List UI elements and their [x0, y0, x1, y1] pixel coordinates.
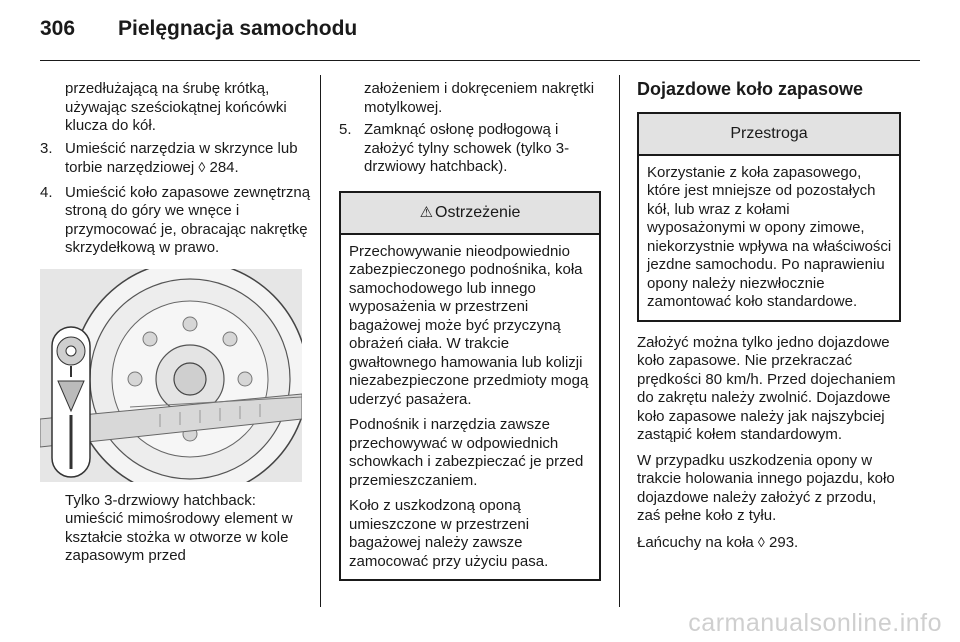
spare-wheel-illustration	[40, 269, 302, 482]
header-rule	[40, 60, 920, 61]
step-4	[40, 184, 312, 258]
chains-paragraph	[637, 533, 901, 553]
warning-title: Ostrzeżenie	[435, 203, 521, 221]
chains-text: Łańcuchy na koła	[637, 533, 758, 551]
caution-box	[637, 112, 901, 322]
step-continuation: przedłużającą na śrubę krótką, używając sześciokątnej końcówki klucza do kół.	[65, 80, 287, 134]
step-number: 5.	[339, 121, 352, 138]
step-3	[40, 140, 312, 178]
step-text: Umieścić narzędzia w skrzynce lub torbie narzędziowej	[65, 139, 298, 176]
page-header	[0, 0, 960, 62]
page-reference-icon[interactable]: ◊	[198, 159, 206, 175]
page-number: 306	[40, 17, 76, 40]
watermark: carmanualsonline.info	[688, 609, 942, 637]
body-paragraph: W przypadku uszkodzenia opony w trakcie holowania innego pojazdu, koło dojazdowe należy założyć z przodu, zaś pełne koło z tyłu.	[637, 451, 895, 524]
section-body	[637, 334, 901, 553]
page-title: Pielęgnacja samochodu	[118, 17, 358, 40]
step-5	[339, 121, 601, 177]
spare-wheel-drawing	[40, 269, 302, 482]
warning-paragraph: Koło z uszkodzoną oponą umieszczone w przestrzeni bagażowej należy zawsze zamocować przy użyciu pasa.	[349, 497, 549, 570]
right-column	[637, 76, 901, 559]
page-reference[interactable]: 293.	[764, 533, 799, 551]
warning-paragraph: Przechowywanie nieodpowiednio zabezpieczonego podnośnika, koła samochodowego lub innego wyposażenia w przestrzeni bagażowej może być przyczyną obrażeń ciała. W trakcie gwałtownego hamowania lub kolizji niezabezpieczone przedmioty mogą uderzyć pasażera.	[349, 242, 589, 408]
step-text: Umieścić koło zapasowe zewnętrzną stroną do góry we wnęce i przymocować je, obracając nakrętkę skrzydełkową w prawo.	[65, 183, 311, 256]
section-title: Dojazdowe koło zapasowe	[637, 79, 864, 99]
warning-header	[341, 193, 599, 235]
step-continuation: założeniem i dokręceniem nakrętki motylkowej.	[364, 80, 595, 116]
left-column	[40, 80, 312, 573]
page-reference[interactable]: 284.	[205, 159, 239, 176]
middle-column	[339, 80, 601, 581]
warning-paragraph: Podnośnik i narzędzia zawsze przechowywać w odpowiednich schowkach i zabezpieczać je przed przemieszczaniem.	[349, 416, 584, 489]
step-number: 3.	[40, 139, 53, 157]
column-divider	[619, 75, 620, 607]
caution-text: Korzystanie z koła zapasowego, które jest mniejsze od pozostałych kół, lub wraz z kołami wyposażonymi w opony zimowe, niekorzystnie wpływa na właściwości jezdne samochodu. Po naprawieniu opony należy niezwłocznie zamontować koło standardowe.	[647, 163, 892, 310]
figure-caption: Tylko 3-drzwiowy hatchback: umieścić mimośrodowy element w kształcie stożka w otworze w kole zapasowym przed	[65, 491, 293, 564]
caution-body	[639, 156, 899, 320]
page-reference-icon[interactable]: ◊	[757, 533, 765, 550]
column-divider	[320, 75, 321, 607]
warning-body	[341, 235, 599, 580]
step-number: 4.	[40, 183, 53, 201]
step-text: Zamknąć osłonę podłogową i założyć tylny schowek (tylko 3-drzwiowy hatchback).	[364, 121, 570, 175]
body-paragraph: Założyć można tylko jedno dojazdowe koło zapasowe. Nie przekraczać prędkości 80 km/h. Przed dojechaniem do zakrętu należy zwolnić. Dojazdowe koło zapasowe należy jak najszybciej zastąpić kołem standardowym.	[637, 333, 896, 443]
warning-icon: ⚠	[419, 203, 434, 221]
caution-header: Przestroga	[639, 114, 899, 156]
warning-box	[339, 191, 601, 582]
